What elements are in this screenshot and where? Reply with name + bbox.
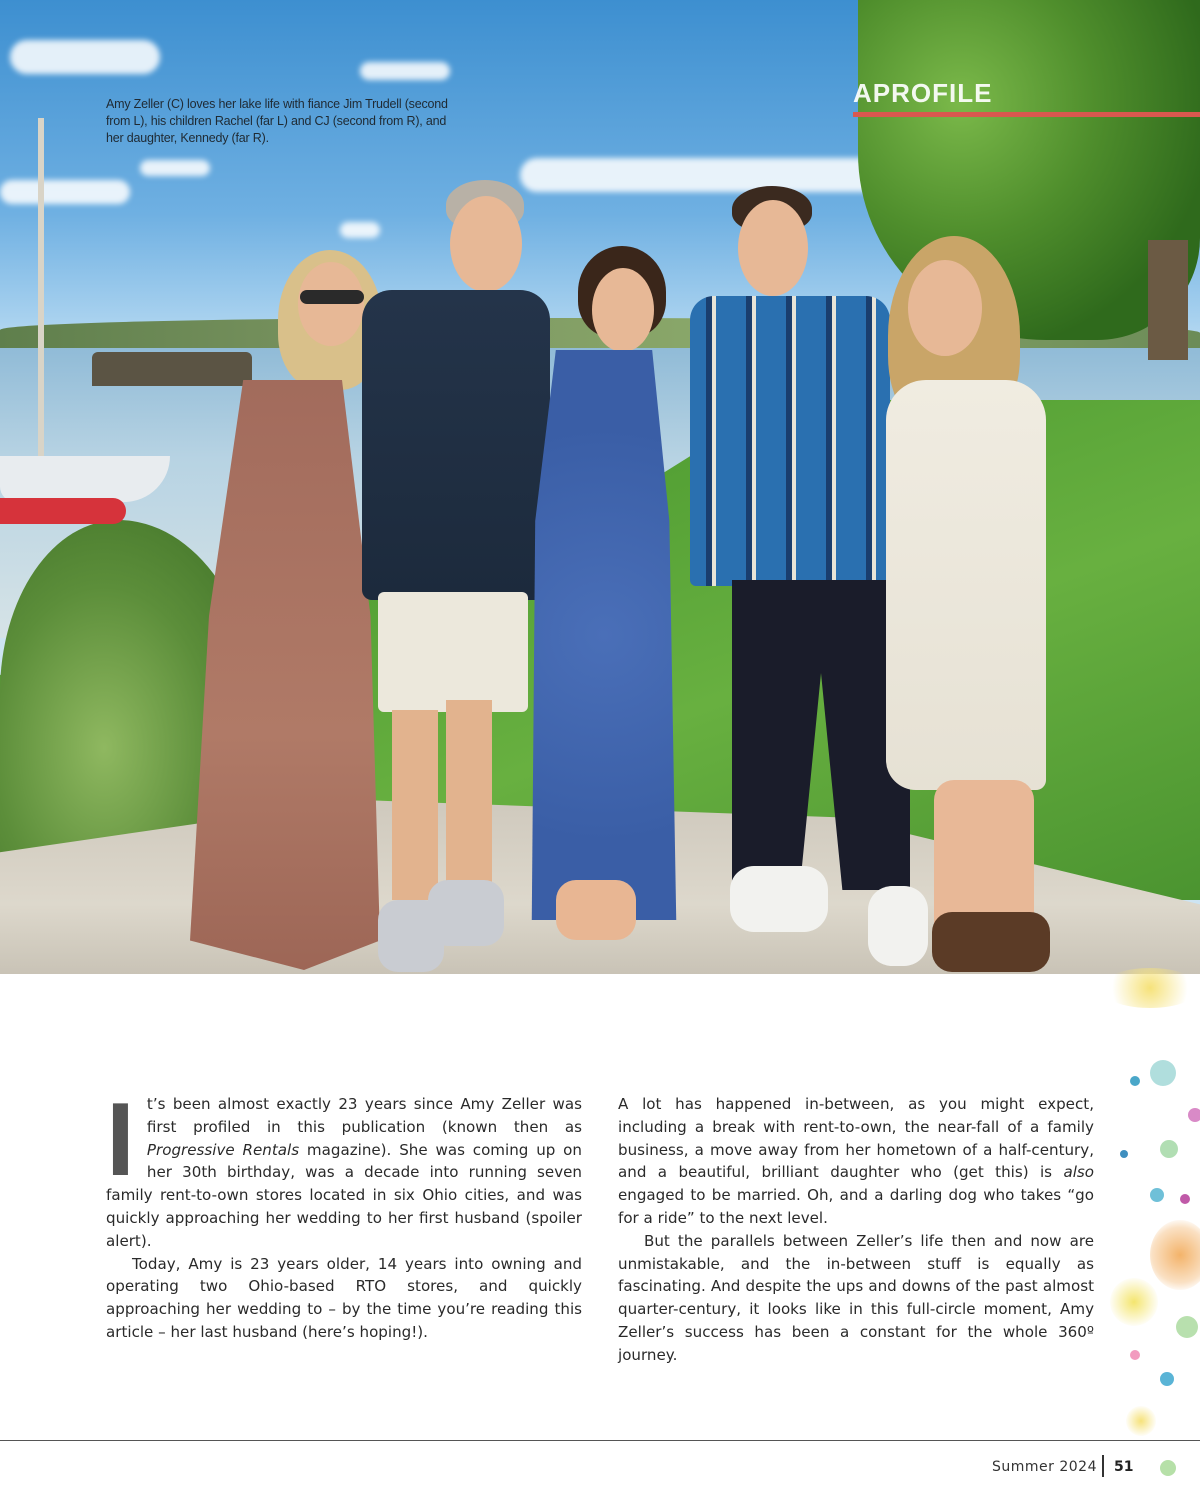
- page-number: 51: [1114, 1459, 1134, 1475]
- article-paragraph: But the parallels between Zeller’s life then and now are unmistakable, and the in-between stuff is equally as fascinating. And despite the ups and downs of the past almost quarter-century, it looks like in this full-circle moment, Amy Zeller’s success has been a constant for the whole 360º journey.: [618, 1231, 1094, 1364]
- drop-cap: I: [106, 1082, 135, 1198]
- article-column-left: [106, 1082, 582, 1344]
- footer-rule: [0, 1440, 1200, 1441]
- cloud: [140, 160, 210, 176]
- cloud: [360, 62, 450, 80]
- section-label: APROFILE: [853, 78, 993, 108]
- cloud: [520, 158, 900, 192]
- photo-caption: Amy Zeller (C) loves her lake life with fiance Jim Trudell (second from L), his children Rachel (far L) and CJ (second from R), and her daughter, Kennedy (far R).: [106, 97, 448, 145]
- cloud: [340, 222, 380, 238]
- article-column-right: [618, 1093, 1094, 1367]
- cloud: [0, 180, 130, 204]
- boat-lift-canopy: [92, 352, 252, 386]
- article-paragraph-continued: A lot has happened in-between, as you might expect, including a break with rent-to-own, the near-fall of a family business, a move away from her hometown of a half-century, and a beautiful, brilliant daughter who (get this) is also engaged to be married. Oh, and a darling dog who takes “go for a ride” to the next level.: [618, 1095, 1094, 1227]
- article-paragraph: Today, Amy is 23 years older, 14 years into owning and operating two Ohio-based RTO stores, and quickly approaching her wedding to – by the time you’re reading this article – her last husband (here’s hoping!).: [106, 1254, 582, 1341]
- section-accent-rule: [853, 112, 1200, 117]
- tree-trunk: [1148, 240, 1188, 360]
- footer-separator: [1102, 1455, 1104, 1477]
- boat: [0, 456, 170, 502]
- cloud: [10, 40, 160, 74]
- article-paragraph: It’s been almost exactly 23 years since Amy Zeller was first profiled in this publication (known then as Progressive Rentals magazine). She was coming up on her 30th birthday, was a decade into running seven family rent-to-own stores located in six Ohio cities, and was quickly approaching her wedding to her first husband (spoiler alert).: [106, 1082, 582, 1250]
- red-kayak: [0, 498, 126, 524]
- footer-issue: Summer 2024: [992, 1459, 1097, 1475]
- publication-name: Progressive Rentals: [146, 1140, 300, 1159]
- sailboat-mast: [38, 118, 44, 498]
